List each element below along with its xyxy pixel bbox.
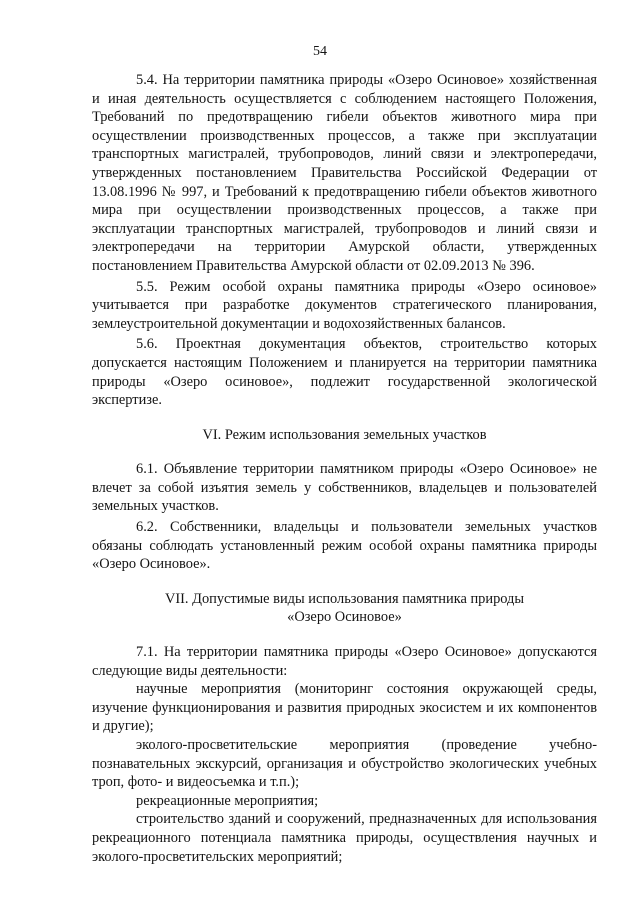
section-7-heading [92, 590, 597, 627]
paragraph-6-2: 6.2. Собственники, владельцы и пользователи земельных участков обязаны соблюдать установленный режим особой охраны памятника природы «Озеро Осиновое». [92, 519, 597, 573]
paragraph-5-6: 5.6. Проектная документация объектов, строительство которых допускается настоящим Положением и планируется на территории памятника природы «Озеро осиновое», подлежит государственной экологической экспертизе. [92, 336, 597, 409]
section-6-heading: VI. Режим использования земельных участков [202, 426, 487, 443]
list-item-recreation: рекреационные мероприятия; [136, 792, 319, 809]
list-item-scientific: научные мероприятия (мониторинг состояния окружающей среды, изучение функционирования и развития природных экосистем и их компонентов и другие); [92, 681, 597, 735]
list-item-construction: строительство зданий и сооружений, предназначенных для использования рекреационного потенциала памятника природы, осуществления научных и эколого-просветительских мероприятий; [92, 811, 597, 865]
list-item-eco-education: эколого-просветительские мероприятия (проведение учебно-познавательных экскурсий, организация и обустройство экологических учебных троп, фото- и видеосъемка и т.п.); [92, 737, 597, 791]
section-7-heading-line1: VII. Допустимые виды использования памятника природы [164, 590, 525, 607]
section-7-heading-line2: «Озеро Осиновое» [287, 609, 402, 626]
page-number: 54 [313, 44, 327, 59]
document-body [92, 71, 597, 866]
paragraph-6-1: 6.1. Объявление территории памятником природы «Озеро Осиновое» не влечет за собой изъятия земель у собственников, владельцев и пользователей земельных участков. [92, 461, 597, 515]
paragraph-5-5: 5.5. Режим особой охраны памятника природы «Озеро осиновое» учитывается при разработке документов стратегического планирования, землеустроительной документации и водохозяйственных балансов. [92, 278, 597, 332]
paragraph-7-1: 7.1. На территории памятника природы «Озеро Осиновое» допускаются следующие виды деятельности: [92, 644, 597, 679]
paragraph-5-4: 5.4. На территории памятника природы «Озеро Осиновое» хозяйственная и иная деятельность осуществляется с соблюдением настоящего Положения, Требований по предотвращению гибели объектов животного мира при осуществлении производственных процессов, а также при эксплуатации транспортных магистралей, трубопроводов, линий связи и электропередачи, утвержденных постановлением Правительства Российской Федерации от 13.08.1996 № 997, и Требований к предотвращению гибели объектов животного мира при осуществлении производственных процессов, а также при эксплуатации транспортных магистралей, трубопроводов и линий связи и электропередачи на территории Амурской области, утвержденных постановлением Правительства Амурской области от 02.09.2013 № 396. [92, 72, 597, 274]
